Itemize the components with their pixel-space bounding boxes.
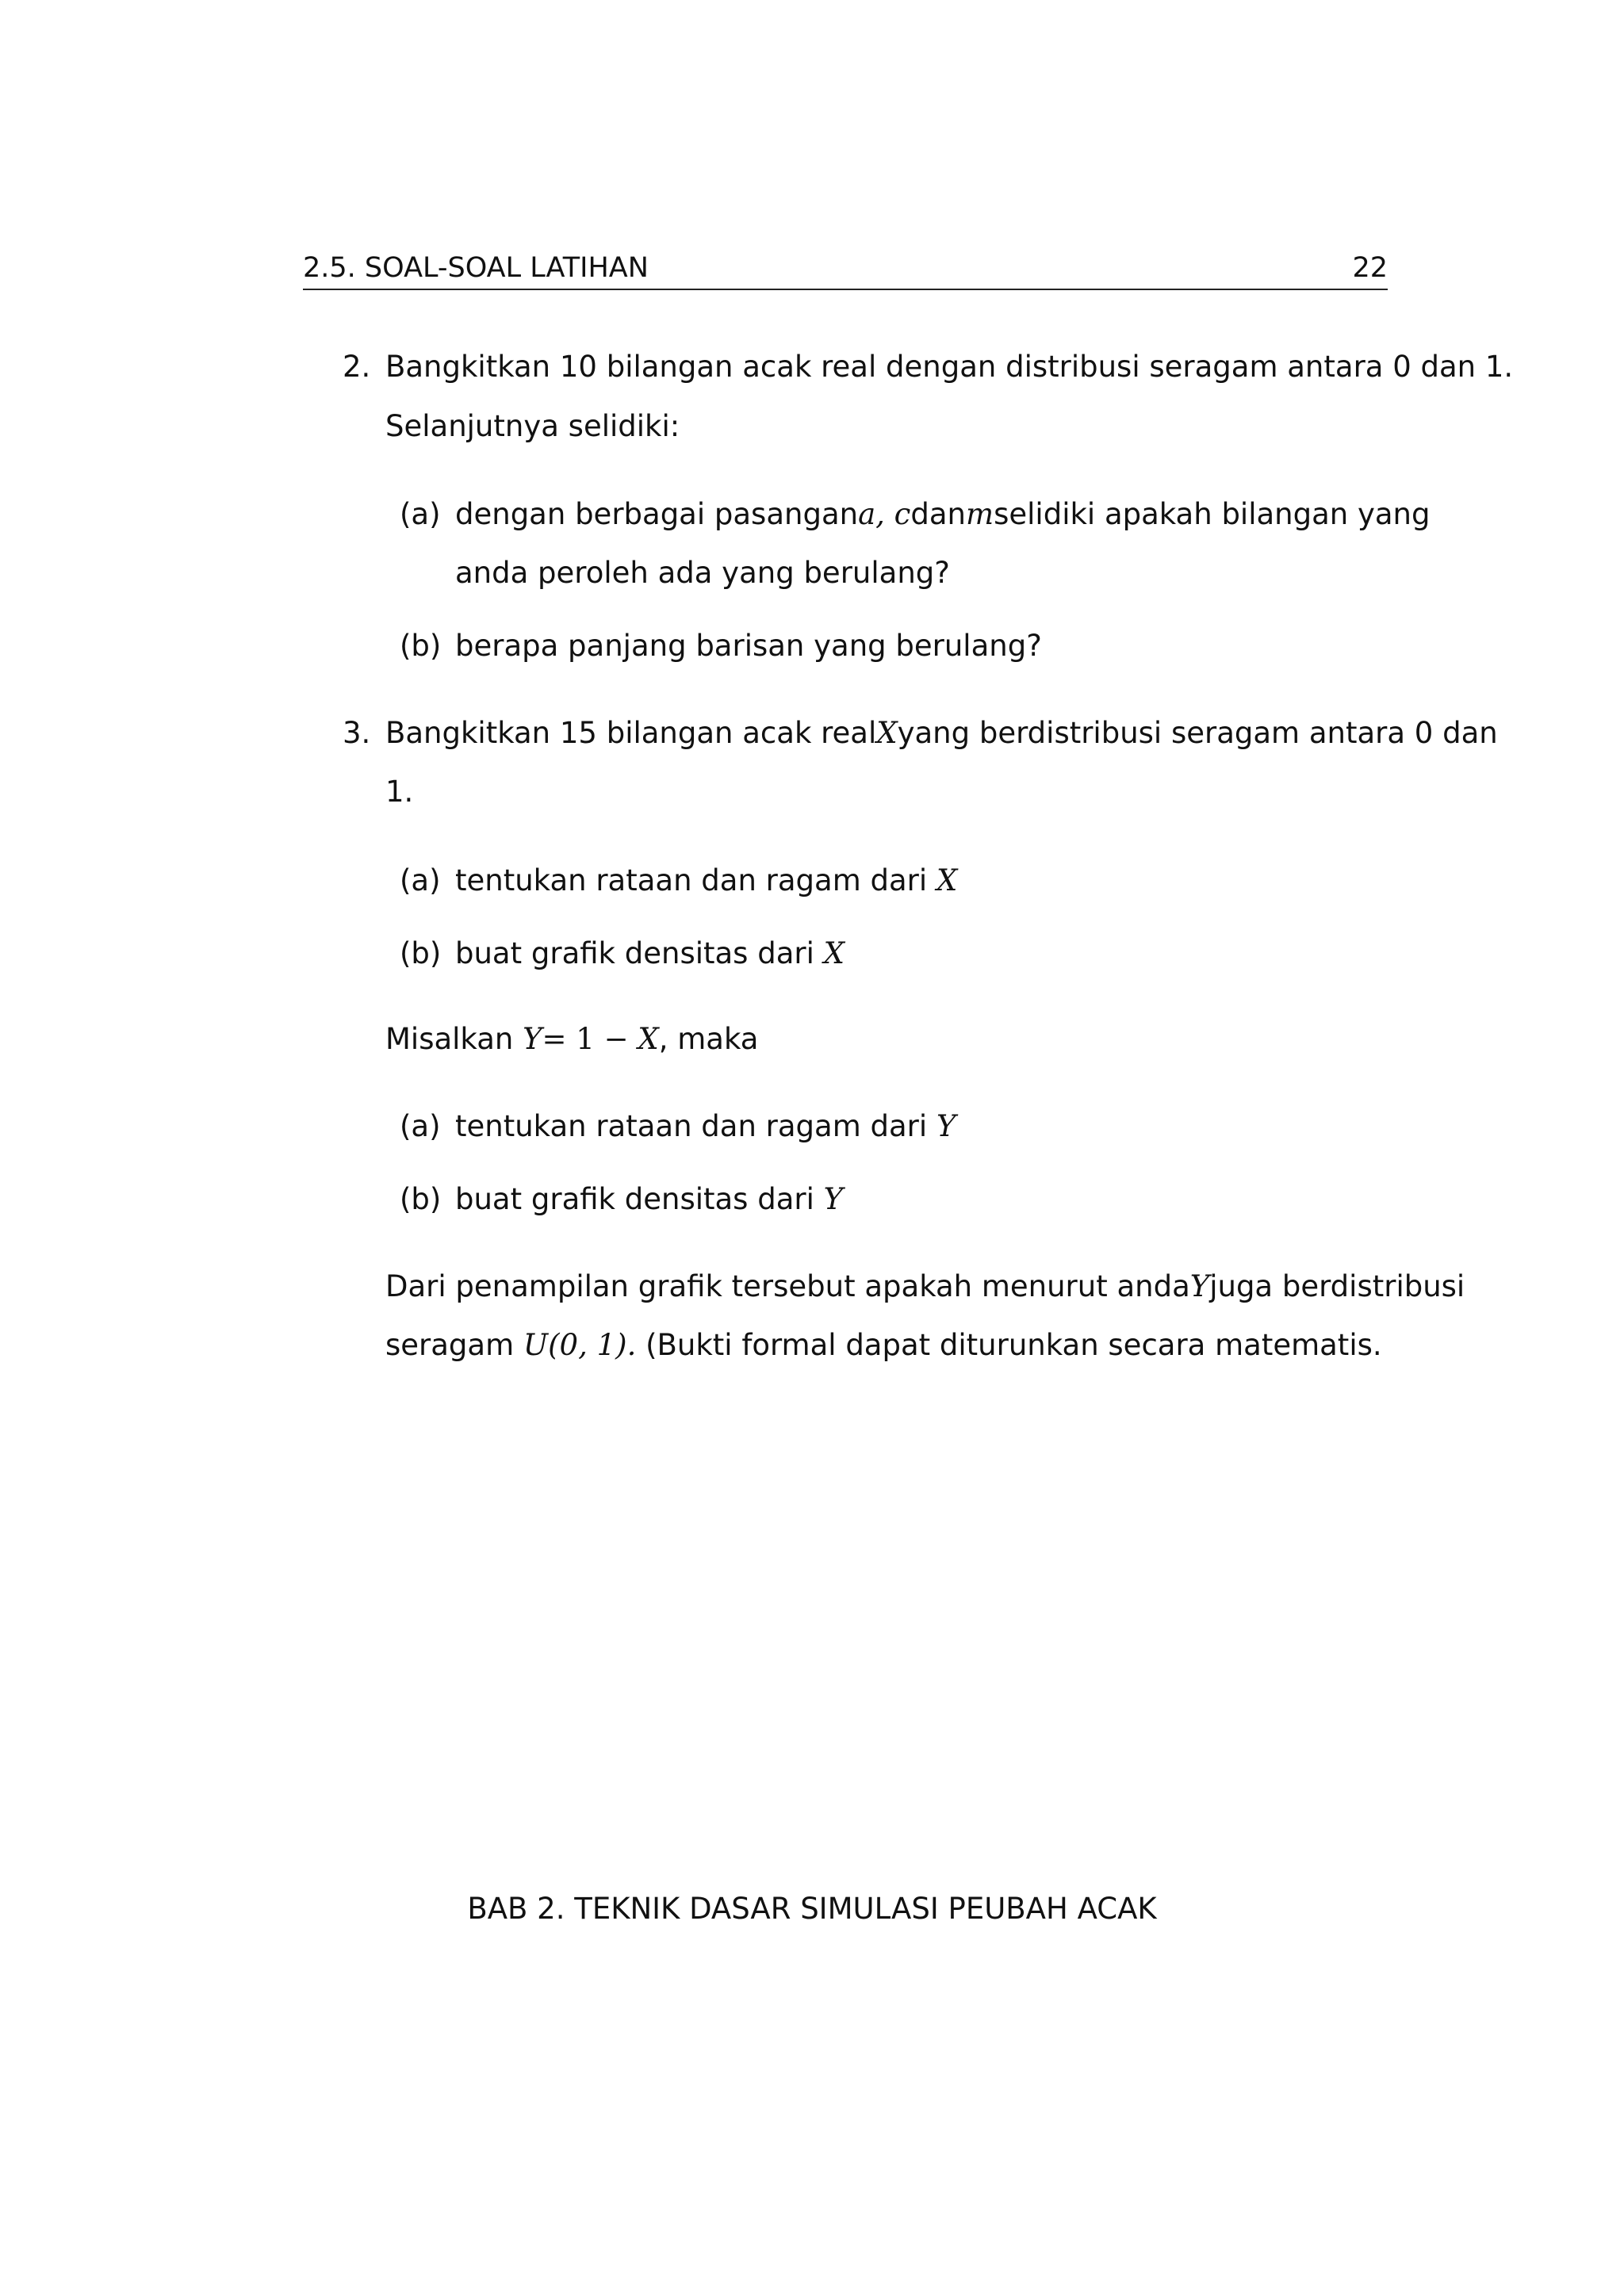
problem-3-y-a-math: Y — [936, 1109, 956, 1143]
problem-3-let — [385, 1024, 758, 1054]
problem-3-y-b-math: Y — [823, 1182, 844, 1216]
problem-2a-math-m: m — [966, 497, 994, 531]
problem-3-y-a-text: tentukan rataan dan ragam dari — [455, 1109, 928, 1143]
problem-3-y-b-label: (b) — [400, 1182, 442, 1216]
problem-3-y-a — [455, 1109, 956, 1143]
problem-3-number: 3. — [343, 716, 371, 750]
problem-2a-math-ac: a, c — [858, 497, 911, 531]
problem-3-let-y: Y — [523, 1022, 542, 1056]
problem-3-let-x: X — [638, 1022, 659, 1056]
problem-3-conclusion-line-1 — [385, 1269, 1465, 1303]
problem-3-x-b-text: buat grafik densitas dari — [455, 936, 814, 970]
problem-2a-line-1 — [455, 497, 1431, 531]
problem-3-line-2: 1. — [385, 775, 414, 809]
problem-3-x-b — [455, 936, 845, 970]
problem-3-conclusion-after: juga berdistribusi — [1209, 1269, 1465, 1303]
problem-2a-label: (a) — [400, 497, 441, 531]
problem-3-conclusion-before: Dari penampilan grafik tersebut apakah menurut anda — [385, 1269, 1190, 1303]
running-header-section: 2.5. SOAL-SOAL LATIHAN — [303, 252, 649, 284]
problem-2-line-2: Selanjutnya selidiki: — [385, 409, 680, 443]
problem-3-text-after: yang berdistribusi seragam antara 0 dan — [897, 716, 1498, 750]
problem-3-x-a — [455, 863, 958, 897]
header-rule — [303, 289, 1388, 290]
page-number: 22 — [1352, 252, 1388, 284]
problem-3-conclusion-math-y: Y — [1189, 1269, 1210, 1303]
problem-3-conclusion-math-u: U(0, 1). — [523, 1328, 637, 1362]
problem-2-number: 2. — [343, 350, 371, 384]
problem-2-line-1 — [385, 350, 1514, 384]
problem-3-x-a-label: (a) — [400, 863, 441, 897]
problem-3-conclusion-line-2 — [385, 1330, 1382, 1360]
problem-3-x-b-label: (b) — [400, 936, 442, 970]
problem-2b-text: berapa panjang barisan yang berulang? — [455, 629, 1042, 663]
problem-3-x-a-math: X — [936, 863, 958, 897]
problem-3-math-x: X — [876, 716, 898, 750]
problem-3-let-eq: = 1 − — [542, 1022, 629, 1056]
problem-2a-line-2: anda peroleh ada yang berulang? — [455, 556, 950, 590]
problem-2a-text-mid: dan — [910, 497, 967, 531]
problem-3-y-b-text: buat grafik densitas dari — [455, 1182, 814, 1216]
problem-2b-label: (b) — [400, 629, 442, 663]
problem-2-text: Bangkitkan 10 bilangan acak real dengan distribusi seragam antara 0 dan 1. — [385, 350, 1514, 384]
problem-3-y-a-label: (a) — [400, 1109, 441, 1143]
problem-3-conclusion-line2-before: seragam — [385, 1328, 515, 1362]
problem-3-x-b-math: X — [823, 936, 845, 970]
problem-3-let-before: Misalkan — [385, 1022, 514, 1056]
problem-2a-text-after: selidiki apakah bilangan yang — [994, 497, 1431, 531]
running-footer-chapter: BAB 2. TEKNIK DASAR SIMULASI PEUBAH ACAK — [467, 1892, 1157, 1926]
problem-2a-text-before: dengan berbagai pasangan — [455, 497, 859, 531]
problem-3-y-b — [455, 1184, 843, 1214]
problem-3-text-before: Bangkitkan 15 bilangan acak real — [385, 716, 877, 750]
problem-3-line-1 — [385, 716, 1498, 750]
problem-3-x-a-text: tentukan rataan dan ragam dari — [455, 863, 928, 897]
problem-3-conclusion-line2-after: (Bukti formal dapat diturunkan secara matematis. — [645, 1328, 1382, 1362]
problem-3-let-after: , maka — [658, 1022, 759, 1056]
